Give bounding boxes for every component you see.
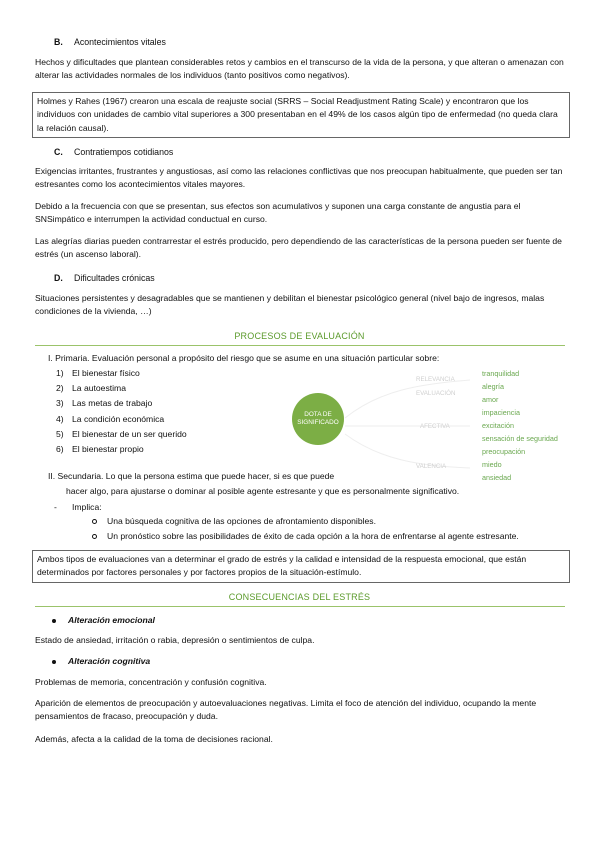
item-number: 2): [56, 383, 64, 394]
paragraph: Las alegrías diarias pueden contrarrestar el estrés producido, pero dependiendo de las características de la persona pueden ser fuente de estrés (un ascenso laboral).: [35, 236, 562, 260]
section-title: CONSECUENCIAS DEL ESTRÉS: [228, 592, 371, 602]
item-text: La autoestima: [72, 383, 126, 394]
circle-label: DOTA DE SIGNIFICADO: [297, 410, 339, 426]
heading-d-title: Dificultades crónicas: [74, 273, 155, 283]
bullet-item: [52, 614, 155, 627]
note-box: Holmes y Rahes (1967) crearon una escala de reajuste social (SRRS – Social Readjustment Rating Scale) y encontraron que los individuos con unidades de cambio vital superiores a 300 presentaban en el 49% de los casos algún tipo de enfermedad (no queda clara la relación causal).: [32, 92, 570, 138]
heading-c: [54, 146, 173, 160]
note-box: Ambos tipos de evaluaciones van a determinar el grado de estrés y la calidad e intensidad de la respuesta emocional, que están determinados por factores personales y por factores propios de la situación-estímulo.: [32, 550, 570, 583]
list-item: [56, 381, 187, 396]
paragraph: Hechos y dificultades que plantean considerables retos y cambios en el transcurso de la vida de la persona, y que alteran o amenazan con alterar las actividades normales de los individuos (tanto positivos como negativos).: [35, 57, 564, 81]
heading-b-letter: B.: [54, 37, 63, 47]
emotion-word: preocupación: [482, 447, 526, 456]
list-item: [56, 427, 187, 442]
emotion-word: tranquilidad: [482, 369, 520, 378]
list-item: [56, 412, 187, 427]
paragraph: Estado de ansiedad, irritación o rabia, depresión o sentimientos de culpa.: [35, 635, 315, 645]
list-item: [56, 396, 187, 411]
item-number: 1): [56, 368, 64, 378]
item-number: 3): [56, 398, 64, 409]
emotion-word: ansiedad: [482, 473, 512, 482]
heading-b: [54, 36, 166, 50]
item-text: Las metas de trabajo: [72, 398, 153, 409]
heading-b-title: Acontecimientos vitales: [74, 37, 166, 47]
paragraph: Situaciones persistentes y desagradables que se mantienen y debilitan el bienestar psicológico general (nivel bajo de ingresos, malas condiciones de la vivienda, …): [35, 293, 545, 317]
implica-label: Implica:: [72, 502, 102, 512]
paragraph: Problemas de memoria, concentración y confusión cognitiva.: [35, 677, 267, 687]
primaria-list: [56, 366, 187, 457]
secundaria-line1: II. Secundaria. Lo que la persona estima que puede hacer, si es que puede: [48, 471, 335, 481]
bullet-icon: [52, 619, 56, 623]
bullet-icon: [52, 660, 56, 664]
bullet-item: [52, 655, 150, 668]
paragraph: Debido a la frecuencia con que se presentan, sus efectos son acumulativos y suponen una carga constante de angustia para el SNSimpático e interrumpen la actividad conductual en curso.: [35, 201, 521, 225]
item-text: El bienestar físico: [72, 368, 140, 378]
emotion-word: amor: [482, 395, 499, 404]
primaria-label: I. Primaria: [48, 353, 88, 363]
section-title: PROCESOS DE EVALUACIÓN: [234, 331, 365, 341]
diagram-grey-label: RELEVANCIA: [416, 376, 455, 383]
heading-d-letter: D.: [54, 273, 63, 283]
diagram-grey-label: VALENCIA: [416, 463, 447, 470]
implica-item: [92, 530, 562, 543]
bullet-label: Alteración emocional: [68, 615, 155, 625]
primaria-text: . Evaluación personal a propósito del riesgo que se asume en una situación particular sobre:: [87, 353, 440, 363]
emotion-word: excitación: [482, 421, 514, 430]
item-text: El bienestar propio: [72, 444, 144, 455]
section-divider: [35, 606, 565, 607]
heading-d: [54, 272, 155, 286]
list-item: [56, 366, 187, 381]
paragraph: Además, afecta a la calidad de la toma de decisiones racional.: [35, 734, 273, 744]
emotion-word: sensación de seguridad: [482, 434, 558, 443]
diagram-grey-label: EVALUACIÓN: [416, 390, 456, 397]
emotion-word: alegría: [482, 382, 504, 391]
item-number: 5): [56, 428, 64, 439]
ring-bullet-icon: [92, 534, 97, 539]
heading-c-title: Contratiempos cotidianos: [74, 147, 174, 157]
implica-item-text: Una búsqueda cognitiva de las opciones de afrontamiento disponibles.: [107, 516, 376, 526]
bullet-label: Alteración cognitiva: [68, 656, 151, 666]
diagram-grey-label: AFECTIVA: [420, 423, 450, 430]
implica-line: - Implica:: [54, 502, 102, 512]
diagram-connectors: [340, 370, 490, 480]
item-text: El bienestar de un ser querido: [72, 428, 187, 439]
paragraph: Exigencias irritantes, frustrantes y angustiosas, así como las relaciones conflictivas que nos preocupan habitualmente, que pueden ser tan estresantes como los acontecimientos vitales mayores.: [35, 166, 563, 190]
implica-item: [92, 515, 562, 528]
item-text: La condición económica: [72, 413, 165, 424]
significado-circle: [292, 393, 344, 445]
section-divider: [35, 345, 565, 346]
primaria-line: [48, 352, 568, 365]
secundaria-line2: hacer algo, para ajustarse o dominar al posible agente estresante y que es personalmente significativo.: [66, 486, 460, 496]
emotion-word: miedo: [482, 460, 502, 469]
heading-c-letter: C.: [54, 147, 63, 157]
list-item: [56, 442, 187, 457]
item-number: 4): [56, 413, 64, 424]
item-number: 6): [56, 444, 64, 455]
implica-item-text: Un pronóstico sobre las posibilidades de éxito de cada opción a la hora de enfrentarse al agente estresante.: [107, 531, 519, 541]
ring-bullet-icon: [92, 519, 97, 524]
paragraph: Aparición de elementos de preocupación y autoevaluaciones negativas. Limita el foco de atención del individuo, ocupando la mente pensamientos de fracaso, preocupación y duda.: [35, 698, 537, 722]
emotion-word: impaciencia: [482, 408, 520, 417]
